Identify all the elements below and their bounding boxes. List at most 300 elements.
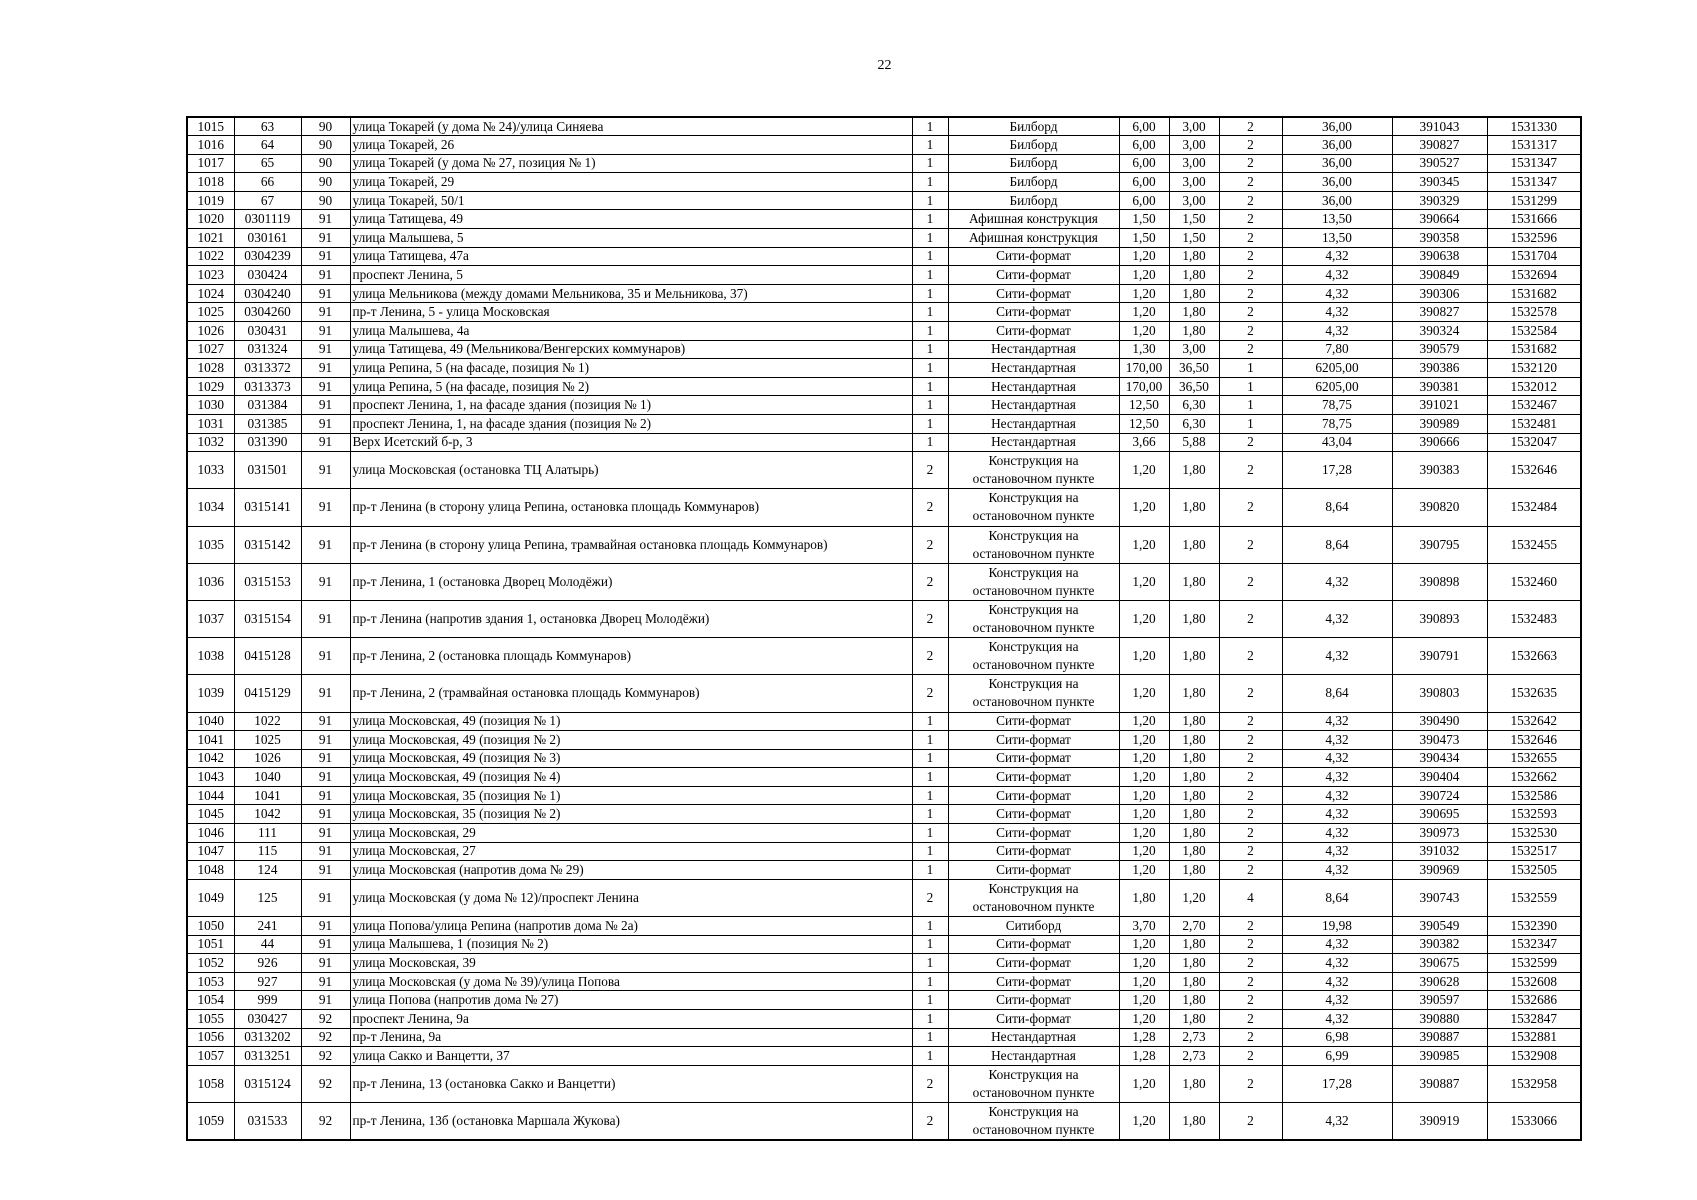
area-cell: 13,50	[1282, 229, 1392, 248]
construction-id-cell: 030427	[234, 1010, 301, 1029]
construction-type-cell: Билборд	[948, 173, 1119, 192]
height-cell: 1,80	[1169, 1102, 1219, 1140]
address-cell: пр-т Ленина, 2 (остановка площадь Коммунаров)	[350, 638, 912, 675]
address-cell: улица Мельникова (между домами Мельникова, 35 и Мельникова, 37)	[350, 284, 912, 303]
construction-type-cell: Билборд	[948, 191, 1119, 210]
coord-y-cell: 1531347	[1487, 154, 1581, 173]
construction-id-cell: 0315141	[234, 489, 301, 526]
table-row	[187, 563, 1581, 600]
construction-id-cell: 1040	[234, 768, 301, 787]
sides-type-cell: 1	[912, 191, 948, 210]
coord-y-cell: 1532012	[1487, 377, 1581, 396]
sides-cell: 2	[1219, 972, 1282, 991]
zone-cell: 91	[301, 879, 350, 916]
table-row	[187, 879, 1581, 916]
table-row	[187, 824, 1581, 843]
height-cell: 1,80	[1169, 526, 1219, 563]
sides-cell: 2	[1219, 842, 1282, 861]
height-cell: 1,80	[1169, 954, 1219, 973]
height-cell: 3,00	[1169, 340, 1219, 359]
address-cell: пр-т Ленина, 1 (остановка Дворец Молодёжи)	[350, 563, 912, 600]
coord-y-cell: 1532347	[1487, 935, 1581, 954]
width-cell: 1,20	[1119, 322, 1169, 341]
area-cell: 4,32	[1282, 563, 1392, 600]
address-cell: улица Московская, 49 (позиция № 3)	[350, 749, 912, 768]
sides-cell: 1	[1219, 359, 1282, 378]
sides-cell: 2	[1219, 768, 1282, 787]
coord-x-cell: 390887	[1392, 1065, 1487, 1102]
zone-cell: 91	[301, 768, 350, 787]
sides-type-cell: 1	[912, 1010, 948, 1029]
sides-cell: 2	[1219, 712, 1282, 731]
coord-x-cell: 390473	[1392, 731, 1487, 750]
sides-type-cell: 1	[912, 377, 948, 396]
sides-cell: 2	[1219, 210, 1282, 229]
width-cell: 1,20	[1119, 600, 1169, 637]
row-number-cell: 1048	[187, 861, 234, 880]
zone-cell: 91	[301, 396, 350, 415]
width-cell: 1,20	[1119, 247, 1169, 266]
table-row	[187, 415, 1581, 434]
coord-x-cell: 390329	[1392, 191, 1487, 210]
area-cell: 4,32	[1282, 322, 1392, 341]
width-cell: 1,20	[1119, 1102, 1169, 1140]
table-row	[187, 526, 1581, 563]
width-cell: 1,20	[1119, 954, 1169, 973]
width-cell: 1,20	[1119, 303, 1169, 322]
construction-type-cell: Сити-формат	[948, 266, 1119, 285]
sides-cell: 2	[1219, 117, 1282, 136]
area-cell: 78,75	[1282, 415, 1392, 434]
sides-cell: 2	[1219, 322, 1282, 341]
zone-cell: 91	[301, 749, 350, 768]
address-cell: улица Татищева, 49	[350, 210, 912, 229]
address-cell: улица Токарей (у дома № 27, позиция № 1)	[350, 154, 912, 173]
zone-cell: 90	[301, 154, 350, 173]
construction-type-cell: Сити-формат	[948, 247, 1119, 266]
table-row	[187, 154, 1581, 173]
height-cell: 1,80	[1169, 768, 1219, 787]
height-cell: 1,80	[1169, 861, 1219, 880]
construction-id-cell: 0304239	[234, 247, 301, 266]
coord-y-cell: 1532635	[1487, 675, 1581, 712]
zone-cell: 91	[301, 266, 350, 285]
address-cell: улица Малышева, 5	[350, 229, 912, 248]
address-cell: улица Малышева, 4а	[350, 322, 912, 341]
row-number-cell: 1057	[187, 1047, 234, 1066]
construction-type-cell: Нестандартная	[948, 415, 1119, 434]
construction-type-cell: Сити-формат	[948, 284, 1119, 303]
address-cell: проспект Ленина, 5	[350, 266, 912, 285]
address-cell: пр-т Ленина, 13 (остановка Сакко и Ванцетти)	[350, 1065, 912, 1102]
construction-id-cell: 111	[234, 824, 301, 843]
sides-type-cell: 1	[912, 1028, 948, 1047]
coord-x-cell: 391021	[1392, 396, 1487, 415]
sides-cell: 2	[1219, 861, 1282, 880]
sides-cell: 1	[1219, 377, 1282, 396]
coord-x-cell: 390386	[1392, 359, 1487, 378]
sides-cell: 2	[1219, 991, 1282, 1010]
coord-x-cell: 391043	[1392, 117, 1487, 136]
address-cell: улица Репина, 5 (на фасаде, позиция № 1)	[350, 359, 912, 378]
sides-cell: 2	[1219, 805, 1282, 824]
height-cell: 1,80	[1169, 266, 1219, 285]
sides-type-cell: 1	[912, 359, 948, 378]
row-number-cell: 1034	[187, 489, 234, 526]
construction-id-cell: 999	[234, 991, 301, 1010]
area-cell: 4,32	[1282, 954, 1392, 973]
height-cell: 1,50	[1169, 210, 1219, 229]
width-cell: 6,00	[1119, 154, 1169, 173]
construction-id-cell: 1025	[234, 731, 301, 750]
area-cell: 4,32	[1282, 600, 1392, 637]
construction-type-cell: Конструкция на остановочном пункте	[948, 452, 1119, 489]
construction-id-cell: 031385	[234, 415, 301, 434]
row-number-cell: 1016	[187, 136, 234, 155]
zone-cell: 91	[301, 991, 350, 1010]
height-cell: 6,30	[1169, 396, 1219, 415]
coord-x-cell: 390345	[1392, 173, 1487, 192]
registry-table	[186, 116, 1582, 1141]
sides-type-cell: 1	[912, 842, 948, 861]
zone-cell: 91	[301, 917, 350, 936]
height-cell: 2,73	[1169, 1047, 1219, 1066]
coord-y-cell: 1532599	[1487, 954, 1581, 973]
area-cell: 6205,00	[1282, 377, 1392, 396]
height-cell: 2,73	[1169, 1028, 1219, 1047]
sides-cell: 2	[1219, 954, 1282, 973]
construction-id-cell: 66	[234, 173, 301, 192]
address-cell: пр-т Ленина, 5 - улица Московская	[350, 303, 912, 322]
coord-y-cell: 1532655	[1487, 749, 1581, 768]
table-row	[187, 1010, 1581, 1029]
row-number-cell: 1031	[187, 415, 234, 434]
coord-x-cell: 390628	[1392, 972, 1487, 991]
sides-type-cell: 2	[912, 563, 948, 600]
coord-x-cell: 390985	[1392, 1047, 1487, 1066]
construction-type-cell: Афишная конструкция	[948, 210, 1119, 229]
area-cell: 4,32	[1282, 247, 1392, 266]
width-cell: 1,30	[1119, 340, 1169, 359]
construction-type-cell: Конструкция на остановочном пункте	[948, 526, 1119, 563]
height-cell: 6,30	[1169, 415, 1219, 434]
zone-cell: 91	[301, 489, 350, 526]
width-cell: 12,50	[1119, 415, 1169, 434]
address-cell: улица Московская (остановка ТЦ Алатырь)	[350, 452, 912, 489]
sides-type-cell: 1	[912, 229, 948, 248]
coord-x-cell: 390827	[1392, 303, 1487, 322]
row-number-cell: 1053	[187, 972, 234, 991]
sides-cell: 2	[1219, 786, 1282, 805]
construction-id-cell: 0304240	[234, 284, 301, 303]
area-cell: 36,00	[1282, 173, 1392, 192]
row-number-cell: 1021	[187, 229, 234, 248]
area-cell: 36,00	[1282, 117, 1392, 136]
sides-type-cell: 1	[912, 247, 948, 266]
row-number-cell: 1018	[187, 173, 234, 192]
construction-id-cell: 0315154	[234, 600, 301, 637]
sides-cell: 2	[1219, 600, 1282, 637]
coord-y-cell: 1532455	[1487, 526, 1581, 563]
height-cell: 1,80	[1169, 489, 1219, 526]
sides-cell: 2	[1219, 433, 1282, 452]
table-row	[187, 1028, 1581, 1047]
coord-x-cell: 390306	[1392, 284, 1487, 303]
coord-x-cell: 390324	[1392, 322, 1487, 341]
width-cell: 1,20	[1119, 266, 1169, 285]
construction-id-cell: 0415129	[234, 675, 301, 712]
width-cell: 1,28	[1119, 1028, 1169, 1047]
area-cell: 4,32	[1282, 805, 1392, 824]
area-cell: 4,32	[1282, 842, 1392, 861]
row-number-cell: 1020	[187, 210, 234, 229]
construction-id-cell: 0313373	[234, 377, 301, 396]
height-cell: 1,80	[1169, 303, 1219, 322]
zone-cell: 91	[301, 805, 350, 824]
construction-type-cell: Сити-формат	[948, 935, 1119, 954]
construction-type-cell: Сити-формат	[948, 972, 1119, 991]
table-row	[187, 805, 1581, 824]
table-row	[187, 638, 1581, 675]
row-number-cell: 1059	[187, 1102, 234, 1140]
height-cell: 2,70	[1169, 917, 1219, 936]
coord-x-cell: 390666	[1392, 433, 1487, 452]
coord-x-cell: 390638	[1392, 247, 1487, 266]
coord-y-cell: 1532505	[1487, 861, 1581, 880]
coord-y-cell: 1532467	[1487, 396, 1581, 415]
width-cell: 1,20	[1119, 638, 1169, 675]
sides-cell: 2	[1219, 136, 1282, 155]
construction-type-cell: Конструкция на остановочном пункте	[948, 638, 1119, 675]
height-cell: 1,80	[1169, 991, 1219, 1010]
construction-id-cell: 115	[234, 842, 301, 861]
zone-cell: 91	[301, 359, 350, 378]
coord-y-cell: 1532646	[1487, 731, 1581, 750]
sides-type-cell: 1	[912, 284, 948, 303]
coord-x-cell: 390989	[1392, 415, 1487, 434]
address-cell: пр-т Ленина, 2 (трамвайная остановка площадь Коммунаров)	[350, 675, 912, 712]
construction-id-cell: 031533	[234, 1102, 301, 1140]
height-cell: 36,50	[1169, 359, 1219, 378]
table-row	[187, 842, 1581, 861]
address-cell: пр-т Ленина (в сторону улица Репина, остановка площадь Коммунаров)	[350, 489, 912, 526]
construction-id-cell: 0313251	[234, 1047, 301, 1066]
area-cell: 4,32	[1282, 786, 1392, 805]
zone-cell: 91	[301, 229, 350, 248]
table-row	[187, 731, 1581, 750]
construction-id-cell: 125	[234, 879, 301, 916]
construction-id-cell: 0313372	[234, 359, 301, 378]
height-cell: 1,80	[1169, 1010, 1219, 1029]
width-cell: 170,00	[1119, 377, 1169, 396]
sides-type-cell: 1	[912, 1047, 948, 1066]
zone-cell: 91	[301, 563, 350, 600]
height-cell: 1,20	[1169, 879, 1219, 916]
coord-x-cell: 390919	[1392, 1102, 1487, 1140]
sides-cell: 2	[1219, 1102, 1282, 1140]
table-row	[187, 935, 1581, 954]
coord-x-cell: 390973	[1392, 824, 1487, 843]
area-cell: 8,64	[1282, 879, 1392, 916]
zone-cell: 91	[301, 861, 350, 880]
sides-type-cell: 1	[912, 322, 948, 341]
coord-y-cell: 1531299	[1487, 191, 1581, 210]
construction-type-cell: Ситиборд	[948, 917, 1119, 936]
construction-type-cell: Нестандартная	[948, 377, 1119, 396]
construction-type-cell: Сити-формат	[948, 842, 1119, 861]
address-cell: улица Московская, 39	[350, 954, 912, 973]
sides-type-cell: 1	[912, 935, 948, 954]
coord-y-cell: 1532847	[1487, 1010, 1581, 1029]
construction-type-cell: Конструкция на остановочном пункте	[948, 600, 1119, 637]
coord-y-cell: 1532686	[1487, 991, 1581, 1010]
construction-id-cell: 64	[234, 136, 301, 155]
construction-type-cell: Сити-формат	[948, 749, 1119, 768]
coord-y-cell: 1532517	[1487, 842, 1581, 861]
sides-type-cell: 1	[912, 954, 948, 973]
coord-x-cell: 390404	[1392, 768, 1487, 787]
construction-id-cell: 031384	[234, 396, 301, 415]
width-cell: 1,20	[1119, 675, 1169, 712]
construction-type-cell: Сити-формат	[948, 786, 1119, 805]
area-cell: 4,32	[1282, 638, 1392, 675]
sides-cell: 2	[1219, 1047, 1282, 1066]
sides-cell: 2	[1219, 452, 1282, 489]
coord-y-cell: 1532596	[1487, 229, 1581, 248]
sides-cell: 2	[1219, 935, 1282, 954]
row-number-cell: 1037	[187, 600, 234, 637]
area-cell: 4,32	[1282, 768, 1392, 787]
width-cell: 1,28	[1119, 1047, 1169, 1066]
area-cell: 4,32	[1282, 712, 1392, 731]
registry-body	[187, 117, 1581, 1140]
table-row	[187, 303, 1581, 322]
area-cell: 4,32	[1282, 284, 1392, 303]
construction-id-cell: 63	[234, 117, 301, 136]
construction-type-cell: Билборд	[948, 154, 1119, 173]
coord-x-cell: 390579	[1392, 340, 1487, 359]
area-cell: 8,64	[1282, 489, 1392, 526]
sides-cell: 4	[1219, 879, 1282, 916]
width-cell: 1,20	[1119, 563, 1169, 600]
construction-id-cell: 0304260	[234, 303, 301, 322]
coord-x-cell: 390887	[1392, 1028, 1487, 1047]
coord-y-cell: 1532642	[1487, 712, 1581, 731]
width-cell: 1,20	[1119, 712, 1169, 731]
area-cell: 4,32	[1282, 303, 1392, 322]
construction-id-cell: 927	[234, 972, 301, 991]
row-number-cell: 1054	[187, 991, 234, 1010]
construction-id-cell: 030161	[234, 229, 301, 248]
height-cell: 1,50	[1169, 229, 1219, 248]
table-row	[187, 1102, 1581, 1140]
width-cell: 1,20	[1119, 935, 1169, 954]
coord-y-cell: 1533066	[1487, 1102, 1581, 1140]
zone-cell: 91	[301, 433, 350, 452]
width-cell: 6,00	[1119, 136, 1169, 155]
coord-y-cell: 1532484	[1487, 489, 1581, 526]
address-cell: улица Московская, 49 (позиция № 2)	[350, 731, 912, 750]
sides-cell: 2	[1219, 489, 1282, 526]
table-row	[187, 749, 1581, 768]
table-row	[187, 675, 1581, 712]
zone-cell: 91	[301, 377, 350, 396]
address-cell: улица Токарей, 26	[350, 136, 912, 155]
construction-type-cell: Сити-формат	[948, 768, 1119, 787]
construction-id-cell: 031390	[234, 433, 301, 452]
area-cell: 78,75	[1282, 396, 1392, 415]
coord-x-cell: 390898	[1392, 563, 1487, 600]
sides-cell: 1	[1219, 415, 1282, 434]
address-cell: проспект Ленина, 1, на фасаде здания (позиция № 1)	[350, 396, 912, 415]
row-number-cell: 1025	[187, 303, 234, 322]
table-row	[187, 322, 1581, 341]
area-cell: 4,32	[1282, 749, 1392, 768]
row-number-cell: 1040	[187, 712, 234, 731]
sides-type-cell: 1	[912, 731, 948, 750]
construction-id-cell: 031324	[234, 340, 301, 359]
row-number-cell: 1050	[187, 917, 234, 936]
construction-type-cell: Нестандартная	[948, 1028, 1119, 1047]
construction-id-cell: 0415128	[234, 638, 301, 675]
height-cell: 1,80	[1169, 749, 1219, 768]
address-cell: улица Татищева, 47а	[350, 247, 912, 266]
coord-x-cell: 390827	[1392, 136, 1487, 155]
row-number-cell: 1024	[187, 284, 234, 303]
coord-x-cell: 390795	[1392, 526, 1487, 563]
height-cell: 1,80	[1169, 805, 1219, 824]
address-cell: пр-т Ленина (в сторону улица Репина, трамвайная остановка площадь Коммунаров)	[350, 526, 912, 563]
coord-y-cell: 1531704	[1487, 247, 1581, 266]
sides-type-cell: 2	[912, 526, 948, 563]
zone-cell: 91	[301, 247, 350, 266]
width-cell: 1,20	[1119, 991, 1169, 1010]
zone-cell: 90	[301, 117, 350, 136]
construction-id-cell: 0315124	[234, 1065, 301, 1102]
zone-cell: 91	[301, 954, 350, 973]
area-cell: 43,04	[1282, 433, 1392, 452]
area-cell: 4,32	[1282, 731, 1392, 750]
coord-x-cell: 391032	[1392, 842, 1487, 861]
height-cell: 1,80	[1169, 247, 1219, 266]
sides-type-cell: 1	[912, 972, 948, 991]
area-cell: 36,00	[1282, 191, 1392, 210]
sides-type-cell: 1	[912, 712, 948, 731]
page-number: 22	[877, 58, 892, 73]
width-cell: 1,20	[1119, 452, 1169, 489]
construction-type-cell: Конструкция на остановочном пункте	[948, 489, 1119, 526]
row-number-cell: 1023	[187, 266, 234, 285]
row-number-cell: 1027	[187, 340, 234, 359]
address-cell: улица Московская, 35 (позиция № 1)	[350, 786, 912, 805]
height-cell: 1,80	[1169, 322, 1219, 341]
sides-type-cell: 1	[912, 210, 948, 229]
coord-x-cell: 390527	[1392, 154, 1487, 173]
height-cell: 1,80	[1169, 786, 1219, 805]
coord-x-cell: 390724	[1392, 786, 1487, 805]
width-cell: 1,20	[1119, 768, 1169, 787]
sides-type-cell: 2	[912, 675, 948, 712]
sides-type-cell: 1	[912, 805, 948, 824]
construction-type-cell: Сити-формат	[948, 303, 1119, 322]
zone-cell: 90	[301, 191, 350, 210]
zone-cell: 91	[301, 322, 350, 341]
table-row	[187, 917, 1581, 936]
area-cell: 6205,00	[1282, 359, 1392, 378]
coord-y-cell: 1532047	[1487, 433, 1581, 452]
construction-type-cell: Нестандартная	[948, 433, 1119, 452]
sides-cell: 2	[1219, 1010, 1282, 1029]
